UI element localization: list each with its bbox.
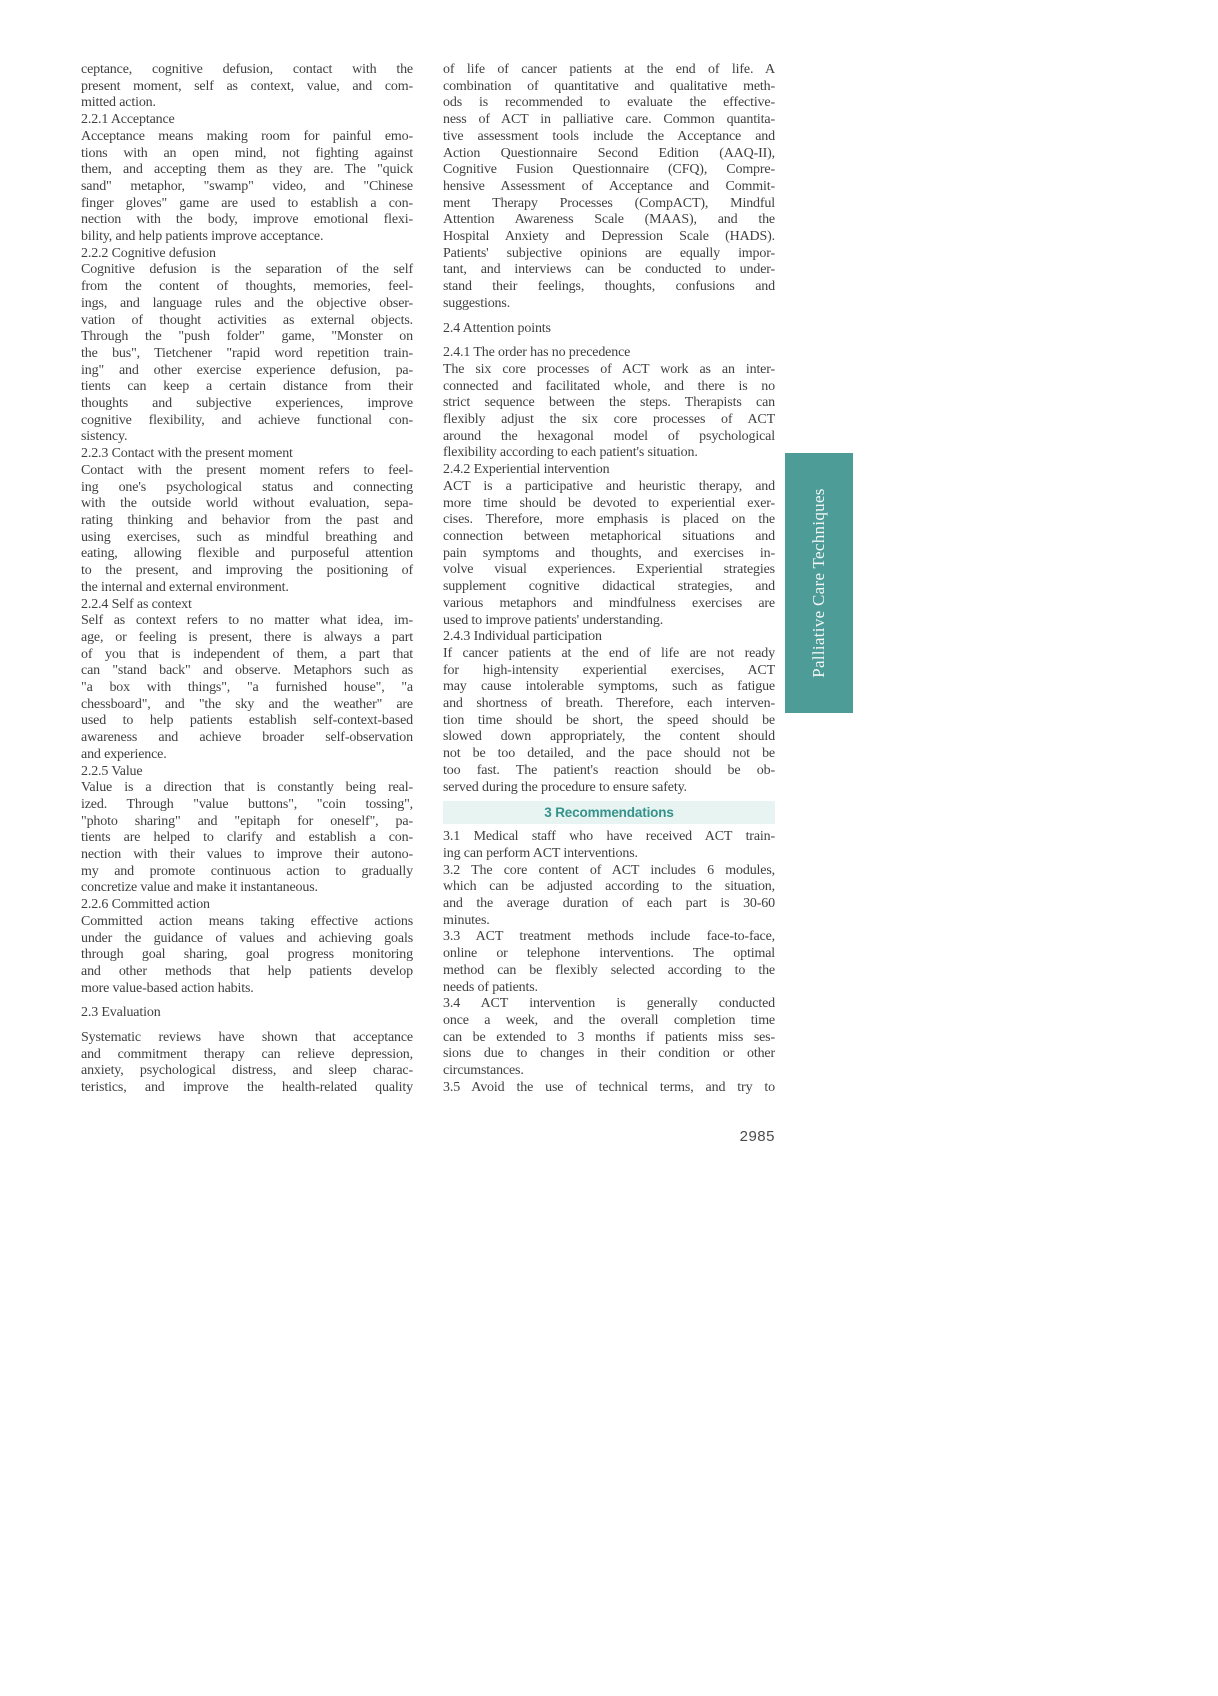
text-line: not be too detailed, and the pace should not be (443, 746, 775, 762)
text-line: age, or feeling is present, there is always a part (81, 629, 413, 645)
text-line: more value-based action habits. (81, 980, 254, 996)
paragraph (81, 1030, 413, 1097)
text-line: to the present, and improving the positioning of (81, 563, 413, 579)
text-line: tients can keep a certain distance from their (81, 379, 413, 395)
text-line: needs of patients. (443, 979, 538, 995)
text-line: Cognitive defusion is the separation of the self (81, 262, 413, 278)
text-line: ing can perform ACT interventions. (443, 845, 638, 861)
paragraph (81, 129, 413, 246)
palliative-care-techniques-tab (785, 453, 853, 713)
text-line: ods is recommended to evaluate the effective- (443, 95, 775, 111)
paragraph (443, 829, 775, 862)
text-line: bility, and help patients improve acceptance. (81, 229, 324, 245)
text-line: ings, and language rules and the objective obser- (81, 295, 413, 311)
text-line: Action Questionnaire Second Edition (AAQ-II), (443, 145, 775, 161)
paragraph (443, 1080, 775, 1097)
text-line: method can be flexibly selected according to the (443, 962, 775, 978)
margin-tab-label: Palliative Care Techniques (809, 488, 828, 678)
text-line: and experience. (81, 746, 167, 762)
inline-subheading (81, 764, 413, 781)
text-line: ized. Through "value buttons", "coin tossing", (81, 796, 413, 812)
text-line: from the content of thoughts, memories, feel- (81, 279, 413, 295)
text-line: 2.2.4 Self as context (81, 596, 192, 612)
text-line: 2.2.1 Acceptance (81, 112, 175, 128)
text-line: flexibly adjust the six core processes of ACT (443, 412, 775, 428)
text-line: more time should be devoted to experiential exer- (443, 495, 775, 511)
text-line: Attention Awareness Scale (MAAS), and the (443, 212, 775, 228)
text-line: nection with the body, improve emotional flexi- (81, 212, 413, 228)
text-line: circumstances. (443, 1063, 524, 1079)
text-line: Contact with the present moment refers to feel- (81, 462, 413, 478)
text-line: The six core processes of ACT work as an inter- (443, 361, 775, 377)
text-line: them, and accepting them as they are. The "quick (81, 162, 413, 178)
paragraph (443, 479, 775, 629)
text-line: nection with their values to improve their autono- (81, 847, 413, 863)
text-line: Patients' subjective opinions are equally impor- (443, 245, 775, 261)
text-line: connection between metaphorical situations and (443, 528, 775, 544)
text-line: the internal and external environment. (81, 579, 289, 595)
text-line: 3.2 The core content of ACT includes 6 modules, (443, 862, 775, 878)
text-line: tion time should be short, the speed should be (443, 712, 775, 728)
text-line: sistency. (81, 429, 128, 445)
text-line: tant, and interviews can be conducted to under- (443, 262, 775, 278)
text-line: tions with an open mind, not fighting against (81, 145, 413, 161)
text-line: the bus", Tietchener "rapid word repetition train- (81, 345, 413, 361)
text-line: through goal sharing, goal progress monitoring (81, 947, 413, 963)
text-line: too fast. The patient's reaction should be ob- (443, 762, 775, 778)
text-line: stand their feelings, thoughts, confusions and (443, 279, 775, 295)
text-line: strict sequence between the steps. Therapists can (443, 395, 775, 411)
text-line: Systematic reviews have shown that acceptance (81, 1030, 413, 1046)
text-line: combination of quantitative and qualitative meth- (443, 78, 775, 94)
text-line: Value is a direction that is constantly being real- (81, 780, 413, 796)
text-line: minutes. (443, 912, 490, 928)
text-line: 2.4.3 Individual participation (443, 629, 602, 645)
text-line: which can be adjusted according to the situation, (443, 879, 775, 895)
text-line: 2.4.1 The order has no precedence (443, 345, 631, 361)
paragraph (81, 914, 413, 998)
section-heading (443, 321, 775, 338)
text-line: ing" and other exercise experience defusion, pa- (81, 362, 413, 378)
text-line: thoughts and subjective experiences, improve (81, 396, 413, 412)
text-line: 2.2.2 Cognitive defusion (81, 245, 216, 261)
text-line: present moment, self as context, value, and com- (81, 78, 413, 94)
text-line: used to improve patients' understanding. (443, 612, 664, 628)
text-line: various metaphors and mindfulness exercises are (443, 595, 775, 611)
text-line: rating thinking and behavior from the past and (81, 512, 413, 528)
recommendations-heading: 3 Recommendations (443, 801, 775, 824)
text-line: Committed action means taking effective actions (81, 913, 413, 929)
paragraph (81, 262, 413, 446)
text-line: suggestions. (443, 295, 511, 311)
text-column-left (81, 62, 413, 1097)
section-heading (81, 1005, 413, 1022)
text-line: anxiety, psychological distress, and sleep charac- (81, 1063, 413, 1079)
text-line: ing one's psychological status and connecting (81, 479, 413, 495)
text-line: under the guidance of values and achieving goals (81, 930, 413, 946)
text-line: 3.1 Medical staff who have received ACT train- (443, 829, 775, 845)
text-line: tients are helped to clarify and establish a con- (81, 830, 413, 846)
paragraph (443, 863, 775, 930)
text-line: may cause intolerable symptoms, such as fatigue (443, 679, 775, 695)
text-line: of life of cancer patients at the end of life. A (443, 62, 775, 77)
text-line: 2.4 Attention points (443, 320, 551, 336)
text-column-right (443, 62, 775, 1096)
text-line: and other methods that help patients develop (81, 963, 413, 979)
text-line: Cognitive Fusion Questionnaire (CFQ), Compre- (443, 162, 775, 178)
text-line: my and promote continuous action to gradually (81, 863, 413, 879)
text-line: with the outside world without evaluation, sepa- (81, 496, 413, 512)
text-line: finger gloves" game are used to establish a con- (81, 195, 413, 211)
text-line: can be extended to 3 months if patients miss ses- (443, 1029, 775, 1045)
inline-subheading (81, 246, 413, 263)
text-line: sions due to changes in their condition or other (443, 1046, 775, 1062)
text-line: 2.2.5 Value (81, 763, 143, 779)
inline-subheading (443, 629, 775, 646)
text-line: 3.3 ACT treatment methods include face-to-face, (443, 929, 775, 945)
text-line: 2.2.3 Contact with the present moment (81, 446, 293, 462)
text-line: 3.5 Avoid the use of technical terms, and try to (443, 1079, 775, 1095)
inline-subheading (443, 345, 775, 362)
text-line: volve visual experiences. Experiential strategies (443, 562, 775, 578)
inline-subheading (81, 597, 413, 614)
text-line: concretize value and make it instantaneous. (81, 880, 318, 896)
text-line: and commitment therapy can relieve depression, (81, 1046, 413, 1062)
text-line: Acceptance means making room for painful emo- (81, 128, 413, 144)
text-line: Self as context refers to no matter what idea, im- (81, 613, 413, 629)
paragraph (443, 929, 775, 996)
text-line: flexibility according to each patient's situation. (443, 445, 698, 461)
text-line: ceptance, cognitive defusion, contact with the (81, 62, 413, 77)
text-line: using exercises, such as mindful breathing and (81, 529, 413, 545)
inline-subheading (81, 897, 413, 914)
text-line: for high-intensity experiential exercises, ACT (443, 662, 775, 678)
inline-subheading (443, 462, 775, 479)
paragraph (81, 62, 413, 112)
text-line: and shortness of breath. Therefore, each interven- (443, 696, 775, 712)
inline-subheading (81, 112, 413, 129)
text-line: and the average duration of each part is 30-60 (443, 896, 775, 912)
text-line: chessboard", and "the sky and the weather" are (81, 696, 413, 712)
text-line: used to help patients establish self-context-based (81, 713, 413, 729)
paragraph (443, 996, 775, 1080)
paragraph (81, 780, 413, 897)
text-line: can "stand back" and observe. Metaphors such as (81, 663, 413, 679)
text-line: sand" metaphor, "swamp" video, and "Chinese (81, 178, 413, 194)
paragraph (81, 463, 413, 597)
text-line: hensive Assessment of Acceptance and Commit- (443, 178, 775, 194)
paragraph (443, 362, 775, 462)
text-line: cognitive flexibility, and achieve functional con- (81, 412, 413, 428)
text-line: once a week, and the overall completion time (443, 1012, 775, 1028)
text-line: Through the "push folder" game, "Monster on (81, 329, 413, 345)
text-line: awareness and achieve broader self-observation (81, 730, 413, 746)
text-line: tive assessment tools include the Acceptance and (443, 128, 775, 144)
text-line: connected and facilitated whole, and there is no (443, 378, 775, 394)
text-line: "photo sharing" and "epitaph for oneself", pa- (81, 813, 413, 829)
text-line: Hospital Anxiety and Depression Scale (HADS). (443, 229, 775, 245)
text-line: vation of thought activities as external objects. (81, 312, 413, 328)
text-line: of you that is independent of them, a part that (81, 646, 413, 662)
text-line: 3.4 ACT intervention is generally conducted (443, 996, 775, 1012)
text-line: eating, allowing flexible and purposeful attention (81, 546, 413, 562)
text-line: slowed down appropriately, the content should (443, 729, 775, 745)
text-line: teristics, and improve the health-related quality (81, 1080, 413, 1096)
inline-subheading (81, 446, 413, 463)
text-line: cises. Therefore, more emphasis is placed on the (443, 512, 775, 528)
text-line: mitted action. (81, 95, 156, 111)
text-line: pain symptoms and thoughts, and exercises in- (443, 545, 775, 561)
paragraph (443, 62, 775, 313)
text-line: 2.2.6 Committed action (81, 897, 210, 913)
paragraph (443, 646, 775, 796)
text-line: ness of ACT in palliative care. Common quantita- (443, 112, 775, 128)
text-line: supplement cognitive didactical strategies, and (443, 579, 775, 595)
text-line: 2.3 Evaluation (81, 1005, 161, 1021)
text-line: ment Therapy Processes (CompACT), Mindful (443, 195, 775, 211)
text-line: If cancer patients at the end of life are not ready (443, 645, 775, 661)
text-line: served during the procedure to ensure safety. (443, 779, 687, 795)
page-number: 2985 (739, 1128, 775, 1145)
text-line: around the hexagonal model of psychological (443, 428, 775, 444)
text-line: 2.4.2 Experiential intervention (443, 462, 610, 478)
text-line: "a box with things", "a furnished house", "a (81, 680, 413, 696)
paragraph (81, 613, 413, 763)
text-line: online or telephone interventions. The optimal (443, 946, 775, 962)
text-line: ACT is a participative and heuristic therapy, and (443, 478, 775, 494)
